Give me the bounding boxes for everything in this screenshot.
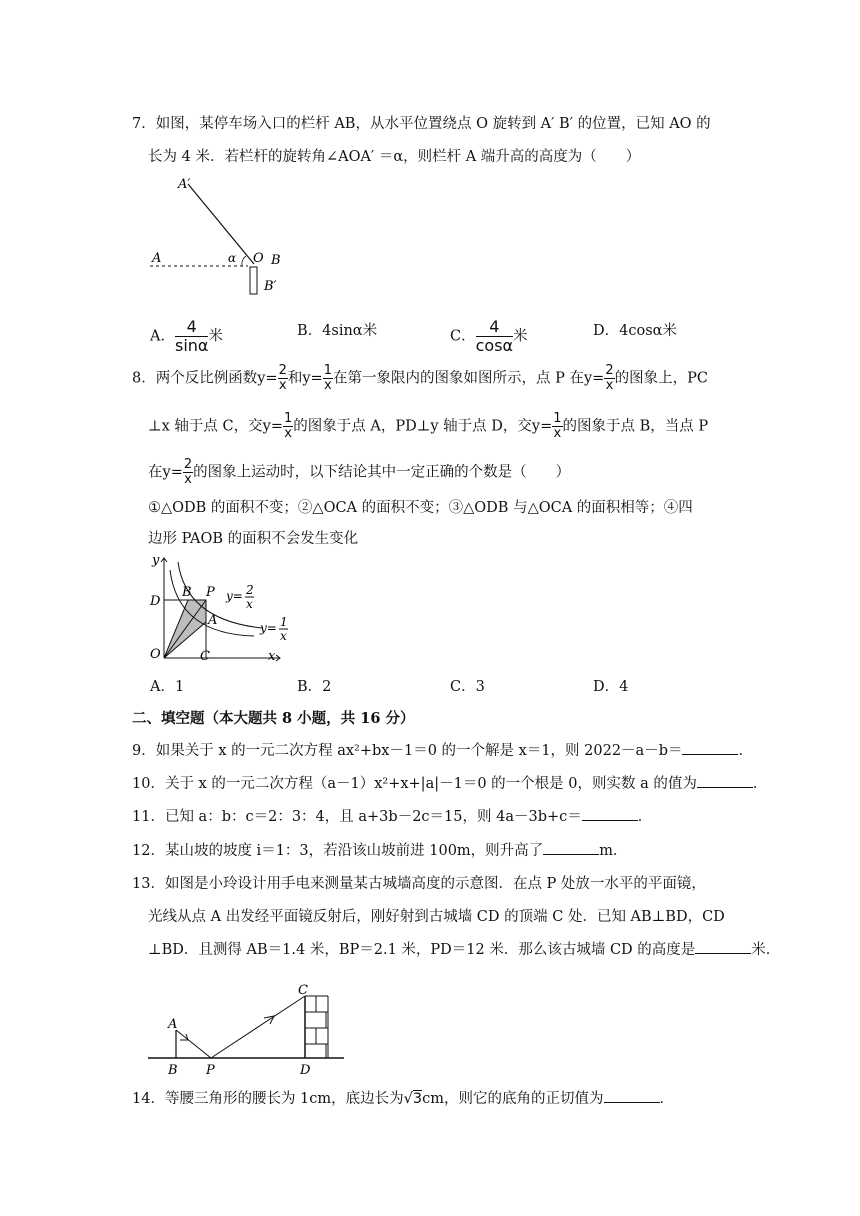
q10: 10．关于 x 的一元二次方程（a－1）x²+x+|a|－1＝0 的一个根是 0，则实数 a 的值为 ． (132, 773, 767, 795)
q7-label-o: O (253, 251, 264, 266)
q8-option-a[interactable]: A．1 (150, 679, 185, 695)
q8-line1: 8．两个反比例函数y= $\frac{2}{x}$ 和y= $\frac{1}{x}$ 在第一象限内的图象如图所示，点 P 在y= $\frac{2}{x}$ 的图象上，PC (132, 363, 708, 393)
q12-blank[interactable] (543, 840, 599, 855)
q7-label-alpha: α (228, 251, 237, 265)
svg-text:y=: y= (260, 621, 277, 635)
q8-line2: ⊥x 轴于点 C，交y= $\frac{1}{x}$ 的图象于点 A，PD⊥y 轴于点 D，交y= $\frac{1}{x}$ 的图象于点 B，当点 P (148, 411, 709, 441)
q7-label-b: B (271, 253, 281, 268)
q9: 9．如果关于 x 的一元二次方程 ax²+bx－1＝0 的一个解是 x＝1，则 2022－a－b＝ ． (132, 740, 753, 762)
q13-figure (140, 978, 360, 1078)
q7-label-a-prime: A′ (178, 177, 191, 192)
svg-text:D: D (150, 594, 161, 609)
q7-option-c[interactable]: C． $\frac{4}{\cos\alpha}$ 米 (450, 317, 528, 355)
svg-text:P: P (206, 585, 215, 600)
q14-blank[interactable] (604, 1088, 660, 1103)
q7-option-d[interactable]: D．4cosα米 (593, 323, 677, 339)
q10-blank[interactable] (697, 773, 753, 788)
svg-text:2: 2 (246, 583, 254, 597)
q11: 11．已知 a：b：c＝2：3：4，且 a+3b－2c＝15，则 4a－3b+c＝ ． (132, 806, 652, 828)
q14: 14．等腰三角形的腰长为 1cm，底边长为√3cm，则它的底角的正切值为 ． (132, 1088, 674, 1110)
q11-blank[interactable] (582, 806, 638, 821)
q8-option-d[interactable]: D．4 (593, 679, 629, 695)
section-title: 二、填空题（本大题共 8 小题，共 16 分） (132, 710, 415, 727)
q7-line1: 7．如图，某停车场入口的栏杆 AB，从水平位置绕点 O 旋转到 A′ B′ 的位置，已知 AO 的 (132, 116, 711, 132)
svg-text:1: 1 (280, 615, 288, 629)
q13-line3: ⊥BD．且测得 AB＝1.4 米，BP＝2.1 米，PD＝12 米．那么该古城墙 CD 的高度是 米． (148, 939, 780, 961)
q12: 12．某山坡的坡度 i＝1：3，若沿该山坡前进 100m，则升高了 m． (132, 840, 627, 862)
q13-line2: 光线从点 A 出发经平面镜反射后，刚好射到古城墙 CD 的顶端 C 处．已知 AB⊥BD，CD (148, 909, 725, 925)
svg-text:B: B (168, 1063, 178, 1078)
q13-blank[interactable] (695, 939, 751, 954)
q7-line2: 长为 4 米．若栏杆的旋转角∠AOA′ ＝α，则栏杆 A 端升高的高度为（ ） (148, 149, 641, 165)
q7-option-a[interactable]: A． $\frac{4}{\sin\alpha}$ 米 (150, 317, 223, 355)
svg-text:C: C (200, 649, 210, 664)
q8-line4: ①△ODB 的面积不变；②△OCA 的面积不变；③△ODB 与△OCA 的面积相等；④四 (148, 500, 693, 516)
q7-label-b-prime: B′ (264, 279, 277, 294)
q8-option-c[interactable]: C．3 (450, 679, 485, 695)
q8-line3: 在y= $\frac{2}{x}$ 的图象上运动时，以下结论其中一定正确的个数是（ ） (148, 457, 571, 487)
svg-text:x: x (246, 597, 253, 611)
svg-text:B: B (182, 585, 192, 600)
svg-text:A: A (168, 1017, 178, 1032)
q7-option-b[interactable]: B．4sinα米 (297, 323, 378, 339)
svg-text:C: C (298, 983, 308, 998)
sqrt-3: √3 (403, 1091, 423, 1107)
q13-line1: 13．如图是小玲设计用手电来测量某古城墙高度的示意图．在点 P 处放一水平的平面镜， (132, 876, 706, 892)
q7-label-a: A (152, 251, 162, 266)
q8-line5: 边形 PAOB 的面积不会发生变化 (148, 531, 359, 547)
svg-text:x: x (268, 649, 276, 664)
svg-text:y: y (152, 553, 160, 568)
svg-text:x: x (280, 629, 287, 643)
svg-text:P: P (206, 1063, 215, 1078)
svg-text:y=: y= (226, 589, 243, 603)
svg-text:O: O (150, 647, 161, 662)
q7-figure (140, 170, 300, 300)
svg-text:A: A (208, 613, 218, 628)
q9-blank[interactable] (682, 740, 738, 755)
svg-text:D: D (300, 1063, 311, 1078)
q8-option-b[interactable]: B．2 (297, 679, 332, 695)
q8-figure (140, 548, 300, 670)
